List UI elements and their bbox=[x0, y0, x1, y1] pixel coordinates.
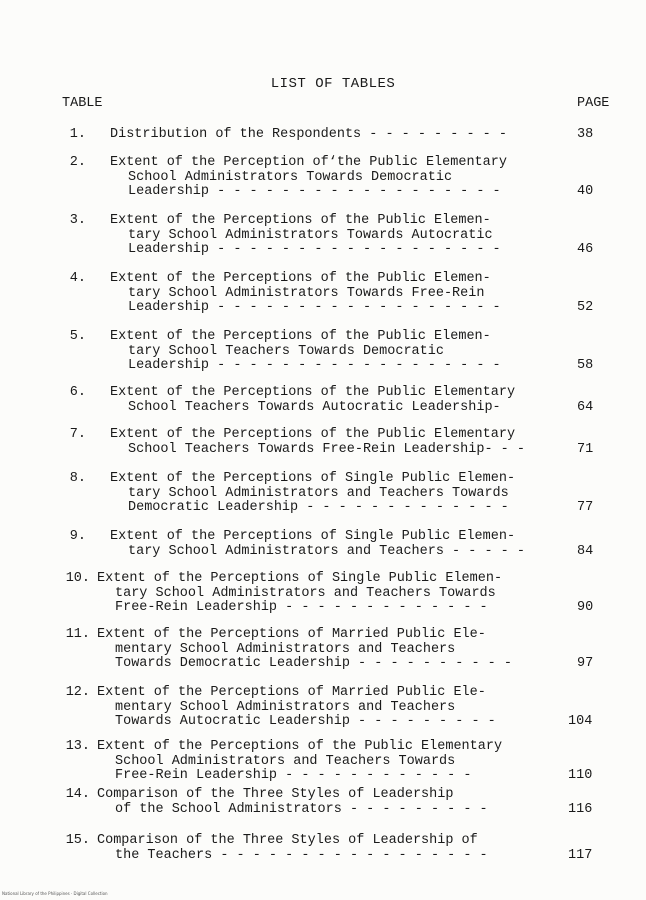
entry-number: 13. bbox=[65, 739, 90, 754]
entry-title bbox=[97, 740, 502, 784]
entry-title bbox=[97, 686, 496, 730]
entry-title-line: Free-Rein Leadership - - - - - - - - - - - - bbox=[115, 768, 472, 784]
entry-title-line: Leadership - - - - - - - - - - - - - - - - - - bbox=[128, 358, 501, 374]
entry-title-line: Extent of the Perceptions of Single Public Elemen- bbox=[110, 529, 516, 544]
entry-title bbox=[110, 386, 515, 415]
entry-page-number: 52 bbox=[577, 300, 594, 316]
entry-title-line: Extent of the Perceptions of the Public Elemen- bbox=[110, 213, 491, 228]
entry-title-line: Extent of the Perceptions of the Public Elementary bbox=[110, 427, 516, 442]
page-title: LIST OF TABLES bbox=[270, 76, 396, 92]
entry-title-line: Towards Autocratic Leadership - - - - - - - - - bbox=[115, 714, 496, 730]
entry-number: 15. bbox=[65, 833, 90, 848]
entry-page-number: 90 bbox=[577, 600, 594, 616]
entry-page-number: 71 bbox=[577, 441, 594, 457]
entry-title-line: mentary School Administrators and Teachers bbox=[115, 641, 456, 657]
entry-title-line: Leadership - - - - - - - - - - - - - - - - - - bbox=[128, 242, 501, 258]
table-column-header: TABLE bbox=[62, 96, 103, 111]
entry-title-line: tary School Administrators and Teachers Towards bbox=[128, 485, 509, 501]
entry-title-line: Extent of the Perceptions of Married Public Ele- bbox=[97, 685, 486, 700]
entry-title-line: School Teachers Towards Autocratic Leadership- bbox=[128, 399, 501, 415]
entry-number: 14. bbox=[65, 787, 90, 802]
entry-title-line: Extent of the Perception of‘the Public Elementary bbox=[110, 155, 507, 170]
entry-page-number: 117 bbox=[568, 847, 593, 863]
entry-page-number: 58 bbox=[577, 358, 594, 374]
entry-title bbox=[110, 330, 501, 374]
entry-title bbox=[110, 214, 501, 258]
entry-title-line: Comparison of the Three Styles of Leadership bbox=[97, 787, 454, 802]
entry-page-number: 110 bbox=[568, 768, 593, 784]
entry-title-line: Extent of the Perceptions of the Public Elemen- bbox=[110, 329, 491, 344]
entry-page-number: 84 bbox=[577, 543, 594, 559]
entry-title-line: Extent of the Perceptions of Single Public Elemen- bbox=[110, 471, 516, 486]
entry-title bbox=[110, 472, 515, 516]
entry-title bbox=[97, 628, 512, 672]
entry-title-line: of the School Administrators - - - - - - - - - bbox=[115, 801, 488, 817]
entry-title-line: mentary School Administrators and Teachers bbox=[115, 699, 456, 715]
entry-title-line: Extent of the Perceptions of Single Public Elemen- bbox=[97, 571, 503, 586]
entry-number: 3. bbox=[69, 213, 86, 228]
entry-title-line: tary School Teachers Towards Democratic bbox=[128, 343, 444, 359]
entry-title bbox=[97, 788, 488, 817]
entry-title bbox=[110, 530, 525, 559]
entry-title-line: tary School Administrators Towards Autocratic bbox=[128, 227, 493, 243]
entry-title bbox=[97, 572, 502, 616]
entry-title-line: School Administrators and Teachers Towards bbox=[115, 753, 456, 769]
entry-number: 9. bbox=[69, 529, 86, 544]
entry-title-line: Extent of the Perceptions of Married Public Ele- bbox=[97, 627, 486, 642]
entry-page-number: 77 bbox=[577, 500, 594, 516]
entry-title-line: School Administrators Towards Democratic bbox=[128, 169, 453, 185]
entry-title bbox=[97, 834, 488, 863]
scan-footer: National Library of the Philippines · Digital Collection bbox=[2, 891, 108, 896]
entry-title-line: Leadership - - - - - - - - - - - - - - - - - - bbox=[128, 184, 501, 200]
entry-number: 7. bbox=[69, 427, 86, 442]
entry-title-line: Distribution of the Respondents - - - - - - - - - bbox=[110, 127, 507, 142]
entry-number: 6. bbox=[69, 385, 86, 400]
entry-title bbox=[110, 428, 525, 457]
entry-title-line: Democratic Leadership - - - - - - - - - - - - - bbox=[128, 500, 509, 516]
entry-title-line: Extent of the Perceptions of the Public Elementary bbox=[110, 385, 516, 400]
entry-page-number: 104 bbox=[568, 714, 593, 730]
entry-page-number: 46 bbox=[577, 242, 594, 258]
entry-page-number: 64 bbox=[577, 399, 594, 415]
entry-number: 11. bbox=[65, 627, 90, 642]
entry-title-line: Free-Rein Leadership - - - - - - - - - - - - - bbox=[115, 600, 488, 616]
entry-page-number: 97 bbox=[577, 656, 594, 672]
entry-title-line: Comparison of the Three Styles of Leadership of bbox=[97, 833, 478, 848]
entry-title-line: the Teachers - - - - - - - - - - - - - - - - - bbox=[115, 847, 488, 863]
entry-number: 2. bbox=[69, 155, 86, 170]
entry-title-line: Extent of the Perceptions of the Public Elementary bbox=[97, 739, 503, 754]
entry-number: 12. bbox=[65, 685, 90, 700]
entry-number: 10. bbox=[65, 571, 90, 586]
entry-title-line: Towards Democratic Leadership - - - - - - - - - - bbox=[115, 656, 512, 672]
entry-title-line: School Teachers Towards Free-Rein Leadership- - - bbox=[128, 441, 525, 457]
entry-title-line: tary School Administrators and Teachers Towards bbox=[115, 585, 496, 601]
entry-title bbox=[110, 272, 501, 316]
entry-title-line: tary School Administrators Towards Free-Rein bbox=[128, 285, 485, 301]
entry-page-number: 40 bbox=[577, 184, 594, 200]
entry-number: 1. bbox=[69, 127, 86, 142]
entry-page-number: 116 bbox=[568, 801, 593, 817]
entry-number: 5. bbox=[69, 329, 86, 344]
page-column-header: PAGE bbox=[577, 96, 610, 111]
entry-title-line: Extent of the Perceptions of the Public Elemen- bbox=[110, 271, 491, 286]
entry-title-line: tary School Administrators and Teachers - - - - - bbox=[128, 543, 525, 559]
entry-title bbox=[110, 128, 507, 143]
entry-number: 4. bbox=[69, 271, 86, 286]
entry-number: 8. bbox=[69, 471, 86, 486]
entry-title-line: Leadership - - - - - - - - - - - - - - - - - - bbox=[128, 300, 501, 316]
entry-page-number: 38 bbox=[577, 127, 594, 142]
entry-title bbox=[110, 156, 507, 200]
